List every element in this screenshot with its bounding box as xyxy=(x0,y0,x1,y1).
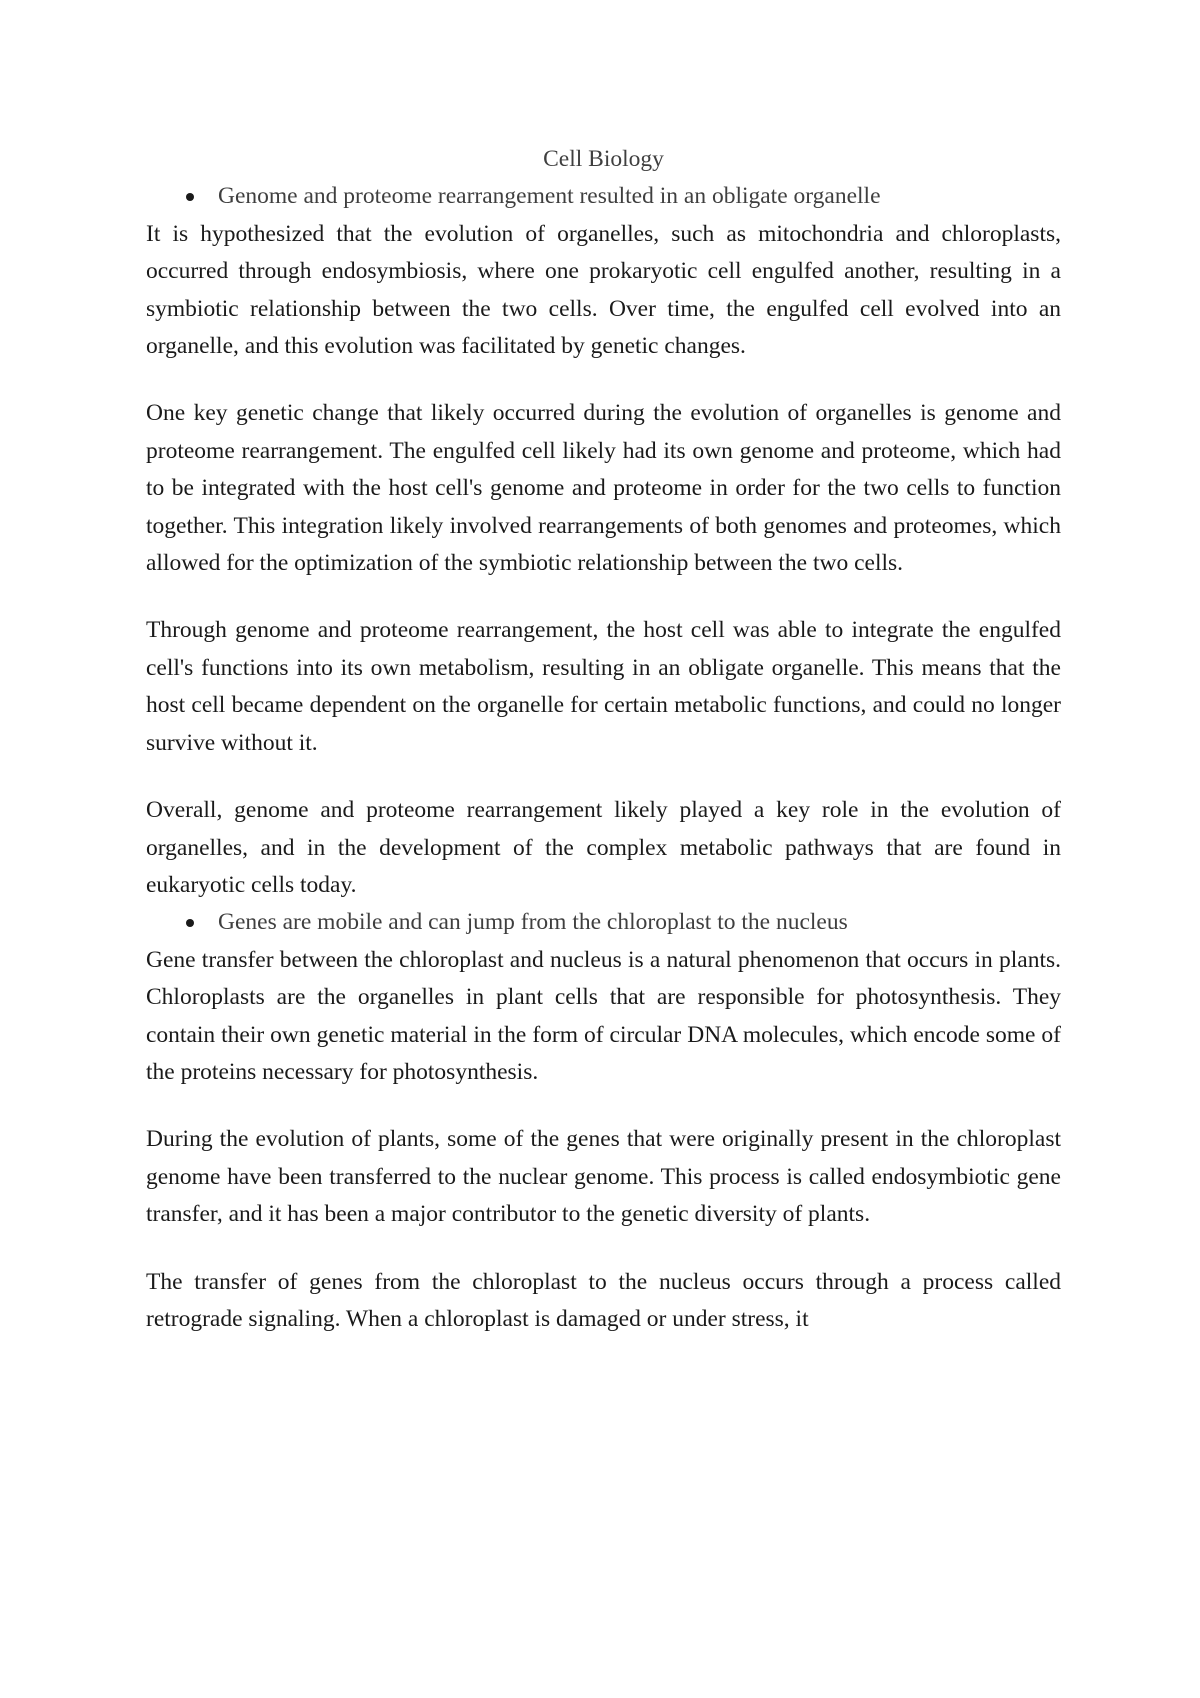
section-heading-list xyxy=(146,178,1061,215)
paragraph: The transfer of genes from the chloroplast to the nucleus occurs through a process called retrograde signaling. When a chloroplast is damaged or under stress, it xyxy=(146,1268,1061,1332)
section-body xyxy=(146,942,1061,1339)
section-body xyxy=(146,216,1061,905)
section-heading-text: Genome and proteome rearrangement resulted in an obligate organelle xyxy=(218,183,881,210)
paragraph: One key genetic change that likely occurred during the evolution of organelles is genome and proteome rearrangement. The engulfed cell likely had its own genome and proteome, which had to be integrated with the host cell's genome and proteome in order for the two cells to function together. This integration likely involved rearrangements of both genomes and proteomes, which allowed for the optimization of the symbiotic relationship between the two cells. xyxy=(146,400,1061,577)
bullet-icon xyxy=(186,919,194,927)
document-page xyxy=(146,141,1061,1338)
section-heading xyxy=(146,904,1061,941)
section-heading-text: Genes are mobile and can jump from the chloroplast to the nucleus xyxy=(218,909,848,936)
paragraph: Overall, genome and proteome rearrangement likely played a key role in the evolution of organelles, and in the development of the complex metabolic pathways that are found in eukaryotic cells today. xyxy=(146,797,1061,898)
section-heading-list xyxy=(146,904,1061,941)
paragraph: During the evolution of plants, some of the genes that were originally present in the chloroplast genome have been transferred to the nuclear genome. This process is called endosymbiotic gene transfer, and it has been a major contributor to the genetic diversity of plants. xyxy=(146,1126,1061,1228)
document-title: Cell Biology xyxy=(543,146,664,172)
bullet-icon xyxy=(186,193,194,201)
paragraph: Gene transfer between the chloroplast and nucleus is a natural phenomenon that occurs in plants. Chloroplasts are the organelles in plant cells that are responsible for photosynthesis. They contain their own genetic material in the form of circular DNA molecules, which encode some of the proteins necessary for photosynthesis. xyxy=(146,946,1061,1085)
section-heading xyxy=(146,178,1061,215)
paragraph: Through genome and proteome rearrangement, the host cell was able to integrate the engulfed cell's functions into its own metabolism, resulting in an obligate organelle. This means that the host cell became dependent on the organelle for certain metabolic functions, and could no longer survive without it. xyxy=(146,617,1061,756)
paragraph: It is hypothesized that the evolution of organelles, such as mitochondria and chloroplasts, occurred through endosymbiosis, where one prokaryotic cell engulfed another, resulting in a symbiotic relationship between the two cells. Over time, the engulfed cell evolved into an organelle, and this evolution was facilitated by genetic changes. xyxy=(146,220,1061,360)
